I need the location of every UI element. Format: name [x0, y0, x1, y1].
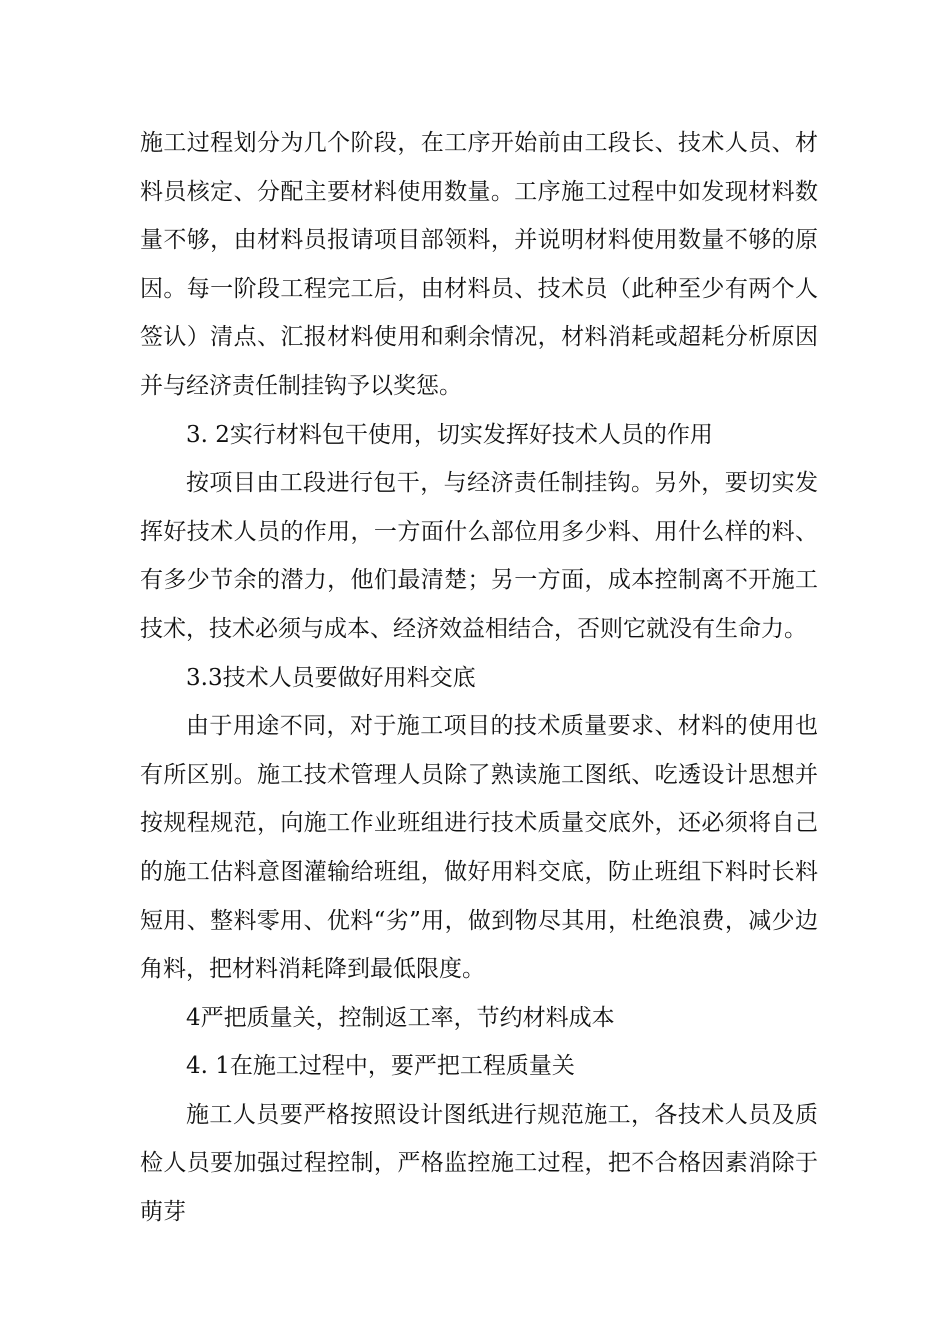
document-body [140, 119, 818, 1237]
section-heading-4: 4严把质量关，控制返工率，节约材料成本 [186, 1004, 615, 1031]
section-heading-3-2: 3. 2实行材料包干使用，切实发挥好技术人员的作用 [186, 421, 713, 448]
section-heading-3-3: 3.3技术人员要做好用料交底 [186, 664, 476, 691]
section-heading-4-1: 4. 1在施工过程中，要严把工程质量关 [186, 1053, 575, 1080]
paragraph-material-allocation: 施工过程划分为几个阶段，在工序开始前由工段长、技术人员、材料员核定、分配主要材料使用数量。工序施工过程中如发现材料数量不够，由材料员报请项目部领料，并说明材料使用数量不够的原因。每一阶段工程完工后，由材料员、技术员（此种至少有两个人签认）清点、汇报材料使用和剩余情况，材料消耗或超耗分析原因并与经济责任制挂钩予以奖惩。 [140, 130, 818, 399]
paragraph-material-briefing: 由于用途不同，对于施工项目的技术质量要求、材料的使用也有所区别。施工技术管理人员除了熟读施工图纸、吃透设计思想并按规程规范，向施工作业班组进行技术质量交底外，还必须将自己的施工估料意图灌输给班组，做好用料交底，防止班组下料时长料短用、整料零用、优料“劣”用，做到物尽其用，杜绝浪费，减少边角料，把材料消耗降到最低限度。 [140, 713, 818, 983]
paragraph-quality-control: 施工人员要严格按照设计图纸进行规范施工，各技术人员及质检人员要加强过程控制，严格监控施工过程，把不合格因素消除于萌芽 [140, 1101, 818, 1226]
paragraph-contracting: 按项目由工段进行包干，与经济责任制挂钩。另外，要切实发挥好技术人员的作用，一方面什么部位用多少料、用什么样的料、有多少节余的潜力，他们最清楚；另一方面，成本控制离不开施工技术，技术必须与成本、经济效益相结合，否则它就没有生命力。 [140, 470, 818, 642]
